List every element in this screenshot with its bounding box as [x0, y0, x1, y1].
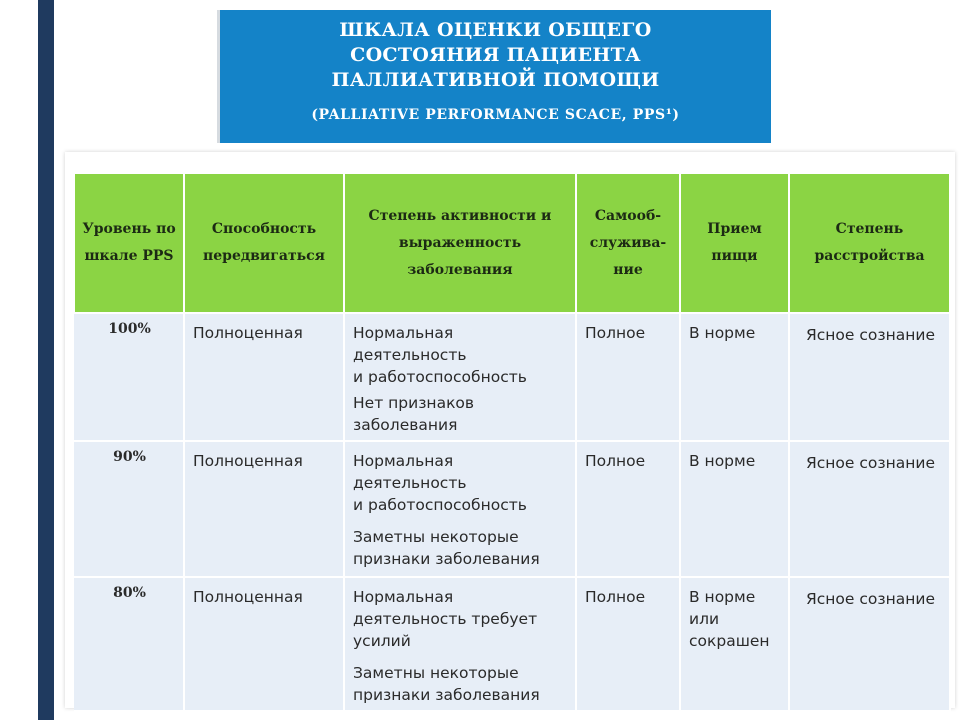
table-row [74, 577, 950, 711]
page-subtitle: (PALLIATIVE PERFORMANCE SCACE, PPS¹) [311, 107, 680, 123]
cell-mobility: Полноценная [184, 313, 344, 441]
disease-text: Заметны некоторые признаки заболевания [353, 528, 540, 568]
cell-intake: В норме или сокрашен [680, 577, 789, 711]
cell-consciousness: Ясное сознание [789, 313, 950, 441]
header-mobility: Способность передвигаться [184, 173, 344, 313]
disease-text: Нет признаков заболевания [353, 394, 475, 434]
table-row [74, 441, 950, 577]
disease-text: Заметны некоторые признаки заболевания [353, 664, 540, 704]
title-banner [220, 10, 771, 143]
activity-line: и работоспособность [353, 496, 527, 514]
cell-level: 100% [74, 313, 184, 441]
cell-selfcare: Полное [576, 441, 680, 577]
activity-line: и работоспособность [353, 368, 527, 386]
cell-consciousness: Ясное сознание [789, 577, 950, 711]
cell-level: 90% [74, 441, 184, 577]
activity-line: Нормальная деятельность [353, 452, 467, 492]
header-activity: Степень активности и выраженность заболевания [344, 173, 576, 313]
cell-intake: В норме [680, 313, 789, 441]
title-line-3: ПАЛЛИАТИВНОЙ ПОМОЩИ [331, 69, 660, 91]
cell-mobility: Полноценная [184, 441, 344, 577]
header-pps-level: Уровень по шкале PPS [74, 173, 184, 313]
table-header-row [74, 173, 950, 313]
cell-mobility: Полноценная [184, 577, 344, 711]
table-panel [65, 152, 955, 708]
activity-line: Нормальная деятельность требует усилий [353, 588, 538, 650]
cell-intake: В норме [680, 441, 789, 577]
cell-activity [344, 441, 576, 577]
cell-consciousness: Ясное сознание [789, 441, 950, 577]
title-line-1: ШКАЛА ОЦЕНКИ ОБЩЕГО [339, 19, 652, 41]
header-intake: Прием пищи [680, 173, 789, 313]
table-row [74, 313, 950, 441]
cell-level: 80% [74, 577, 184, 711]
cell-activity [344, 577, 576, 711]
pps-table [73, 172, 951, 712]
left-accent-bar [38, 0, 54, 720]
title-line-2: СОСТОЯНИЯ ПАЦИЕНТА [350, 44, 641, 66]
cell-activity [344, 313, 576, 441]
cell-selfcare: Полное [576, 313, 680, 441]
cell-selfcare: Полное [576, 577, 680, 711]
activity-line: Нормальная деятельность [353, 324, 467, 364]
header-selfcare: Самооб-служива-ние [576, 173, 680, 313]
header-consciousness: Степень расстройства [789, 173, 950, 313]
page-title [220, 18, 771, 93]
